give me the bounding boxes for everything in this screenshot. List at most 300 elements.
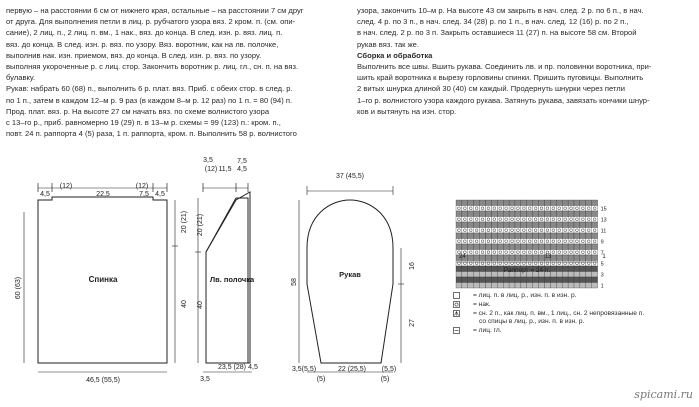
text-line: Рукав: набрать 60 (68) п., выполнить 6 р. плат. вяз. Приб. с обеих стор. в след. р. — [6, 84, 293, 94]
chart-cell — [545, 228, 551, 234]
chart-cell — [456, 283, 462, 289]
dim-label: 40 — [197, 301, 204, 309]
chart-cell — [550, 233, 556, 239]
chart-cell — [545, 244, 551, 250]
chart-cell — [491, 266, 497, 272]
chart-cell — [550, 272, 556, 278]
chart-cell — [539, 255, 545, 261]
chart-cell — [592, 239, 598, 245]
chart-cell — [562, 272, 568, 278]
chart-cell — [586, 266, 592, 272]
chart-cell — [462, 266, 468, 272]
chart-cell — [539, 277, 545, 283]
chart-cell — [515, 283, 521, 289]
chart-col-label: 13 — [544, 254, 552, 260]
chart-cell — [562, 244, 568, 250]
chart-cell — [521, 255, 527, 261]
chart-cell — [503, 277, 509, 283]
chart-cell — [468, 283, 474, 289]
chart-cell — [462, 233, 468, 239]
chart-cell — [509, 206, 515, 212]
chart-cell — [491, 211, 497, 217]
dim-label: (12) — [204, 166, 218, 173]
chart-cell — [497, 200, 503, 206]
chart-cell — [486, 272, 492, 278]
chart-cell — [568, 239, 574, 245]
chart-cell — [527, 228, 533, 234]
chart-cell — [474, 272, 480, 278]
chart-cell — [521, 250, 527, 256]
chart-cell — [556, 272, 562, 278]
chart-cell — [580, 244, 586, 250]
chart-cell — [456, 261, 462, 267]
chart-cell — [491, 250, 497, 256]
chart-cell — [474, 261, 480, 267]
chart-cell — [497, 261, 503, 267]
chart-cell — [574, 261, 580, 267]
chart-cell — [480, 272, 486, 278]
chart-cell — [480, 266, 486, 272]
text-line: в нач. след. 2 р. по 3 п. Закрыть оставшиеся 11 (27) п. на высоте 58 см. Второй — [357, 28, 637, 38]
chart-cell — [468, 277, 474, 283]
chart-cell — [474, 211, 480, 217]
legend-decrease-icon — [453, 310, 469, 318]
chart-cell — [521, 239, 527, 245]
chart-cell — [486, 228, 492, 234]
chart-cell — [491, 217, 497, 223]
chart-cell — [468, 239, 474, 245]
chart-cell — [480, 206, 486, 212]
chart-cell — [456, 217, 462, 223]
chart-cell — [539, 200, 545, 206]
chart-cell — [497, 233, 503, 239]
chart-cell — [533, 244, 539, 250]
chart-cell — [486, 261, 492, 267]
chart-cell — [533, 250, 539, 256]
chart-cell — [533, 200, 539, 206]
chart-cell — [539, 250, 545, 256]
chart-cell — [580, 250, 586, 256]
chart-cell — [497, 266, 503, 272]
chart-cell — [533, 277, 539, 283]
chart-cell — [515, 233, 521, 239]
chart-cell — [592, 217, 598, 223]
chart-cell — [521, 211, 527, 217]
text-line: сание), 2 лиц. п., 2 лиц. п. вм., 1 нак., вяз. до конца. В след. изн. р. вяз. лиц. п. — [6, 28, 283, 38]
chart-cell — [527, 239, 533, 245]
chart-cell — [468, 261, 474, 267]
chart-cell — [497, 244, 503, 250]
chart-cell — [497, 272, 503, 278]
chart-cell — [497, 211, 503, 217]
chart-cell — [574, 244, 580, 250]
chart-cell — [568, 250, 574, 256]
chart-cell — [539, 283, 545, 289]
dim-label: 4,5 — [237, 166, 247, 173]
dim-label: 4,5 — [40, 191, 50, 198]
chart-cell — [592, 266, 598, 272]
chart-cell — [556, 283, 562, 289]
chart-cell — [580, 217, 586, 223]
chart-cell — [468, 200, 474, 206]
chart-cell — [586, 222, 592, 228]
chart-cell — [592, 244, 598, 250]
chart-cell — [486, 200, 492, 206]
chart-cell — [480, 222, 486, 228]
chart-cell — [592, 222, 598, 228]
chart-cell — [509, 211, 515, 217]
chart-cell — [468, 244, 474, 250]
chart-cell — [521, 206, 527, 212]
dim-label: 27 — [409, 319, 416, 327]
chart-cell — [550, 200, 556, 206]
chart-cell — [556, 266, 562, 272]
chart-cell — [456, 228, 462, 234]
chart-cell — [539, 211, 545, 217]
chart-cell — [527, 283, 533, 289]
chart-cell — [503, 239, 509, 245]
legend-text: = нак. — [473, 301, 491, 308]
stitch-chart — [456, 200, 607, 290]
text-line: шить край воротника к вырезу горловины спинки. Пришить пуговицы. Выполнить — [357, 73, 644, 83]
chart-cell — [562, 222, 568, 228]
chart-cell — [503, 200, 509, 206]
chart-cell — [468, 206, 474, 212]
chart-cell — [468, 222, 474, 228]
chart-cell — [503, 255, 509, 261]
chart-cell — [586, 206, 592, 212]
chart-cell — [521, 277, 527, 283]
dim-label: 11,5 — [218, 166, 232, 173]
chart-cell — [491, 255, 497, 261]
chart-cell — [521, 228, 527, 234]
chart-cell — [468, 272, 474, 278]
chart-cell — [527, 200, 533, 206]
dim-label: 22,5 — [96, 191, 110, 198]
chart-cell — [592, 206, 598, 212]
chart-cell — [515, 261, 521, 267]
chart-cell — [456, 211, 462, 217]
chart-cell — [539, 239, 545, 245]
text-line: след. 4 р. по 3 п., в нач. след. 34 (28) р. по 1 п., в нач. след. 12 (16) р. по 2 п., — [357, 17, 629, 27]
rapport-label: Раппорт = 24 п. — [503, 267, 551, 274]
dim-label: 46,5 (55,5) — [86, 377, 120, 384]
chart-cell — [562, 233, 568, 239]
chart-cell — [468, 233, 474, 239]
chart-cell — [515, 255, 521, 261]
text-line: выполняя укороченные р. с лиц. стор. Закончить воротник р. лиц. гл., сн. п. на вяз. — [6, 62, 299, 72]
chart-cell — [592, 200, 598, 206]
dim-label: 58 — [291, 278, 298, 286]
chart-cell — [545, 233, 551, 239]
dim-label: 20 (21) — [181, 210, 188, 234]
chart-cell — [592, 211, 598, 217]
chart-cell — [509, 222, 515, 228]
chart-cell — [574, 211, 580, 217]
chart-cell — [497, 206, 503, 212]
chart-cell — [474, 283, 480, 289]
chart-cell — [462, 244, 468, 250]
chart-cell — [491, 283, 497, 289]
chart-cell — [527, 261, 533, 267]
chart-cell — [545, 283, 551, 289]
chart-cell — [545, 261, 551, 267]
chart-cell — [586, 239, 592, 245]
chart-cell — [545, 277, 551, 283]
chart-cell — [521, 261, 527, 267]
chart-cell — [580, 228, 586, 234]
text-line: Прод. плат. вяз. р. На высоте 27 см начать вяз. по схеме волнистого узора — [6, 106, 270, 116]
chart-cell — [568, 233, 574, 239]
chart-cell — [592, 250, 598, 256]
chart-cell — [550, 261, 556, 267]
chart-cell — [568, 206, 574, 212]
chart-cell — [503, 261, 509, 267]
legend-text: = лиц. п. в лиц. р., изн. п. в изн. р. — [473, 292, 577, 299]
chart-cell — [533, 217, 539, 223]
dim-label: 4,5 — [155, 191, 165, 198]
chart-row-label: 11 — [600, 228, 607, 235]
chart-cell — [462, 206, 468, 212]
chart-cell — [486, 217, 492, 223]
chart-cell — [462, 222, 468, 228]
chart-cell — [568, 266, 574, 272]
chart-cell — [486, 244, 492, 250]
chart-cell — [580, 206, 586, 212]
chart-cell — [550, 244, 556, 250]
chart-cell — [509, 277, 515, 283]
chart-row-label: 9 — [600, 239, 604, 246]
chart-cell — [480, 217, 486, 223]
chart-cell — [574, 277, 580, 283]
chart-cell — [480, 261, 486, 267]
chart-cell — [527, 217, 533, 223]
chart-cell — [503, 206, 509, 212]
chart-cell — [503, 244, 509, 250]
text-line: рукав вяз. так же. — [357, 39, 420, 49]
chart-cell — [562, 239, 568, 245]
text-line: повт. 24 п. раппорта 4 (5) раза, 1 п. раппорта, кром. п. Выполнить 58 р. волнистого — [6, 129, 297, 139]
text-line: по 1 п., затем в каждом 12–м р. 9 раз (в каждом 8–м р. 12 раз) по 1 п. = 80 (94) п. — [6, 95, 293, 105]
chart-cell — [562, 250, 568, 256]
chart-cell — [592, 255, 598, 261]
chart-cell — [462, 217, 468, 223]
chart-cell — [497, 277, 503, 283]
chart-cell — [545, 200, 551, 206]
chart-cell — [486, 266, 492, 272]
chart-row-label: 3 — [600, 272, 604, 279]
chart-cell — [592, 272, 598, 278]
chart-cell — [533, 233, 539, 239]
sleeve-label: Рукав — [339, 270, 361, 279]
dim-label: (5) — [380, 376, 390, 383]
chart-cell — [480, 244, 486, 250]
chart-cell — [562, 206, 568, 212]
text-line: выполнив нак. изн. приемом, вяз. до конца. В след. изн. р. вяз. по узору. — [6, 50, 262, 60]
chart-cell — [497, 222, 503, 228]
chart-cell — [521, 283, 527, 289]
chart-cell — [509, 200, 515, 206]
chart-cell — [586, 200, 592, 206]
chart-cell — [486, 250, 492, 256]
chart-cell — [556, 277, 562, 283]
chart-cell — [503, 283, 509, 289]
chart-cell — [568, 244, 574, 250]
chart-cell — [497, 228, 503, 234]
chart-cell — [509, 283, 515, 289]
chart-cell — [562, 255, 568, 261]
chart-cell — [503, 211, 509, 217]
chart-cell — [539, 217, 545, 223]
chart-row-label: 5 — [600, 261, 604, 268]
chart-cell — [533, 206, 539, 212]
chart-cell — [592, 277, 598, 283]
dim-label: (12) — [59, 183, 73, 190]
chart-cell — [580, 233, 586, 239]
chart-cell — [539, 206, 545, 212]
chart-cell — [574, 239, 580, 245]
chart-cell — [515, 250, 521, 256]
chart-cell — [580, 283, 586, 289]
chart-cell — [474, 244, 480, 250]
front-label: Лв. полочка — [209, 275, 255, 284]
dim-label: 3,5 — [200, 376, 210, 383]
chart-cell — [503, 228, 509, 234]
dim-label: 20 (21) — [197, 213, 204, 237]
chart-cell — [486, 222, 492, 228]
chart-cell — [480, 283, 486, 289]
chart-cell — [562, 211, 568, 217]
chart-cell — [480, 211, 486, 217]
chart-cell — [527, 233, 533, 239]
text-line: 1–го р. волнистого узора каждого рукава. Затянуть рукава, завязать кончики шнур- — [357, 95, 650, 105]
chart-cell — [527, 222, 533, 228]
chart-cell — [562, 200, 568, 206]
chart-cell — [562, 261, 568, 267]
chart-cell — [462, 228, 468, 234]
chart-cell — [456, 200, 462, 206]
dim-label: 3,5 — [203, 157, 213, 164]
chart-cell — [586, 211, 592, 217]
chart-cell — [545, 211, 551, 217]
chart-cell — [556, 244, 562, 250]
dim-label: 37 (45,5) — [335, 173, 365, 180]
chart-cell — [527, 250, 533, 256]
chart-cell — [474, 255, 480, 261]
chart-cell — [574, 217, 580, 223]
legend-yarnover-icon — [453, 301, 469, 309]
legend-text: = лиц. гл. — [473, 327, 502, 334]
chart-cell — [480, 250, 486, 256]
chart-row-label: 13 — [600, 217, 607, 224]
chart-cell — [515, 222, 521, 228]
chart-cell — [515, 206, 521, 212]
chart-cell — [586, 277, 592, 283]
chart-cell — [568, 277, 574, 283]
chart-cell — [580, 261, 586, 267]
chart-cell — [497, 239, 503, 245]
chart-cell — [574, 206, 580, 212]
chart-cell — [580, 272, 586, 278]
chart-cell — [556, 255, 562, 261]
dim-label: (5,5) — [381, 366, 397, 373]
chart-cell — [521, 222, 527, 228]
chart-cell — [486, 255, 492, 261]
chart-cell — [515, 200, 521, 206]
chart-cell — [456, 233, 462, 239]
chart-cell — [539, 244, 545, 250]
chart-cell — [586, 228, 592, 234]
chart-cell — [592, 261, 598, 267]
chart-cell — [556, 217, 562, 223]
chart-cell — [568, 222, 574, 228]
chart-cell — [521, 244, 527, 250]
chart-cell — [539, 222, 545, 228]
chart-cell — [574, 283, 580, 289]
chart-cell — [550, 228, 556, 234]
chart-cell — [562, 283, 568, 289]
chart-cell — [497, 283, 503, 289]
chart-cell — [527, 244, 533, 250]
chart-cell — [574, 272, 580, 278]
chart-cell — [580, 239, 586, 245]
chart-cell — [539, 228, 545, 234]
chart-row-label: 7 — [600, 250, 604, 257]
chart-cell — [568, 200, 574, 206]
chart-cell — [462, 272, 468, 278]
chart-cell — [533, 261, 539, 267]
chart-cell — [474, 217, 480, 223]
chart-cell — [574, 250, 580, 256]
chart-cell — [568, 228, 574, 234]
text-line: вяз. до конца. В след. изн. р. вяз. по узору. Вяз. воротник, как на лв. полочке, — [6, 39, 279, 49]
chart-cell — [556, 233, 562, 239]
chart-cell — [586, 255, 592, 261]
chart-cell — [586, 217, 592, 223]
chart-cell — [456, 239, 462, 245]
chart-cell — [509, 255, 515, 261]
chart-cell — [533, 255, 539, 261]
chart-cell — [486, 233, 492, 239]
text-line: с 13–го р., приб. равномерно 19 (29) п. в 13–м р. схемы = 99 (123) п.: кром. п., — [6, 118, 281, 128]
dim-label: 23,5 (28) — [217, 364, 247, 371]
text-line: от друга. Для выполнения петли в лиц. р. рубчатого узора вяз. 2 кром. п. (см. опи- — [6, 17, 296, 27]
chart-cell — [486, 206, 492, 212]
chart-cell — [527, 206, 533, 212]
section-heading: Сборка и обработка — [357, 50, 433, 60]
chart-cell — [515, 239, 521, 245]
chart-row-label: 15 — [600, 206, 607, 213]
chart-cell — [574, 228, 580, 234]
chart-cell — [574, 266, 580, 272]
chart-cell — [580, 211, 586, 217]
chart-cell — [580, 200, 586, 206]
chart-cell — [568, 261, 574, 267]
chart-cell — [586, 272, 592, 278]
chart-cell — [533, 283, 539, 289]
chart-cell — [491, 261, 497, 267]
chart-cell — [491, 244, 497, 250]
chart-cell — [539, 233, 545, 239]
chart-cell — [545, 206, 551, 212]
chart-cell — [456, 272, 462, 278]
chart-cell — [503, 222, 509, 228]
chart-cell — [556, 239, 562, 245]
chart-cell — [556, 206, 562, 212]
chart-cell — [509, 261, 515, 267]
chart-cell — [562, 277, 568, 283]
chart-cell — [550, 206, 556, 212]
